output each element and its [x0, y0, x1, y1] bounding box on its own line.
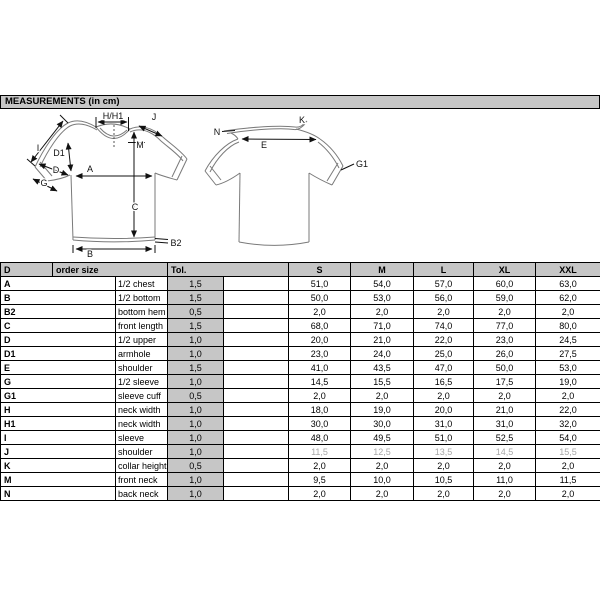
col-header-size-xxl: XXL [536, 263, 600, 277]
cell-tolerance: 1,0 [168, 375, 224, 389]
measurements-title: MEASUREMENTS (in cm) [5, 96, 120, 107]
cell-size-value: 12,5 [351, 445, 414, 459]
cell-size-value: 54,0 [536, 431, 600, 445]
front-dimension-lines [27, 115, 168, 253]
cell-size-value: 23,0 [474, 333, 536, 347]
cell-spacer [224, 389, 289, 403]
cell-size-value: 26,0 [474, 347, 536, 361]
cell-size-value: 60,0 [474, 277, 536, 291]
cell-code: J [1, 445, 116, 459]
cell-size-value: 15,5 [351, 375, 414, 389]
cell-size-value: 2,0 [289, 459, 351, 473]
cell-spacer [224, 277, 289, 291]
cell-size-value: 68,0 [289, 319, 351, 333]
cell-spacer [224, 361, 289, 375]
cell-spacer [224, 375, 289, 389]
cell-measure-name: collar height [116, 459, 168, 473]
cell-size-value: 41,0 [289, 361, 351, 375]
size-table-body [1, 277, 600, 501]
table-row [1, 333, 600, 347]
cell-measure-name: 1/2 upper [116, 333, 168, 347]
cell-code: C [1, 319, 116, 333]
cell-size-value: 2,0 [414, 389, 474, 403]
table-row [1, 375, 600, 389]
cell-tolerance: 1,0 [168, 431, 224, 445]
label-n: N [213, 127, 221, 137]
table-header-row [1, 263, 600, 277]
cell-size-value: 2,0 [536, 389, 600, 403]
cell-size-value: 51,0 [414, 431, 474, 445]
cell-size-value: 16,5 [414, 375, 474, 389]
col-header-tolerance: Tol. [168, 263, 289, 277]
cell-measure-name: shoulder [116, 445, 168, 459]
cell-size-value: 2,0 [536, 459, 600, 473]
cell-size-value: 2,0 [474, 305, 536, 319]
cell-code: B [1, 291, 116, 305]
cell-measure-name: shoulder [116, 361, 168, 375]
cell-size-value: 50,0 [474, 361, 536, 375]
cell-measure-name: 1/2 chest [116, 277, 168, 291]
cell-size-value: 17,5 [474, 375, 536, 389]
cell-size-value: 49,5 [351, 431, 414, 445]
cell-tolerance: 1,0 [168, 403, 224, 417]
cell-size-value: 2,0 [414, 459, 474, 473]
cell-size-value: 14,5 [289, 375, 351, 389]
table-row [1, 305, 600, 319]
cell-size-value: 31,0 [414, 417, 474, 431]
cell-size-value: 62,0 [536, 291, 600, 305]
table-row [1, 459, 600, 473]
cell-spacer [224, 333, 289, 347]
cell-size-value: 50,0 [289, 291, 351, 305]
table-row [1, 417, 600, 431]
cell-measure-name: armhole [116, 347, 168, 361]
label-k: K [298, 115, 306, 125]
label-h-h1: H/H1 [102, 111, 124, 121]
cell-measure-name: neck width [116, 403, 168, 417]
cell-size-value: 32,0 [536, 417, 600, 431]
cell-size-value: 20,0 [414, 403, 474, 417]
cell-size-value: 74,0 [414, 319, 474, 333]
cell-spacer [224, 319, 289, 333]
cell-size-value: 54,0 [351, 277, 414, 291]
table-row [1, 445, 600, 459]
cell-size-value: 14,5 [474, 445, 536, 459]
cell-size-value: 31,0 [474, 417, 536, 431]
table-row [1, 487, 600, 501]
cell-tolerance: 1,5 [168, 291, 224, 305]
cell-size-value: 25,0 [414, 347, 474, 361]
cell-measure-name: sleeve [116, 431, 168, 445]
col-header-code: D [1, 263, 53, 277]
cell-size-value: 19,0 [351, 403, 414, 417]
cell-spacer [224, 347, 289, 361]
cell-code: A [1, 277, 116, 291]
cell-size-value: 77,0 [474, 319, 536, 333]
cell-size-value: 11,5 [289, 445, 351, 459]
cell-code: I [1, 431, 116, 445]
cell-measure-name: front length [116, 319, 168, 333]
cell-code: B2 [1, 305, 116, 319]
cell-size-value: 43,5 [351, 361, 414, 375]
cell-tolerance: 1,5 [168, 361, 224, 375]
cell-code: G1 [1, 389, 116, 403]
col-header-size-s: S [289, 263, 351, 277]
cell-size-value: 2,0 [474, 487, 536, 501]
cell-size-value: 24,5 [536, 333, 600, 347]
cell-size-value: 11,0 [474, 473, 536, 487]
cell-tolerance: 1,0 [168, 333, 224, 347]
cell-measure-name: back neck [116, 487, 168, 501]
table-row [1, 473, 600, 487]
cell-size-value: 22,0 [536, 403, 600, 417]
cell-spacer [224, 417, 289, 431]
table-row [1, 403, 600, 417]
cell-tolerance: 1,5 [168, 319, 224, 333]
cell-spacer [224, 473, 289, 487]
cell-size-value: 30,0 [351, 417, 414, 431]
cell-measure-name: 1/2 bottom [116, 291, 168, 305]
cell-code: K [1, 459, 116, 473]
cell-spacer [224, 431, 289, 445]
cell-tolerance: 0,5 [168, 305, 224, 319]
table-row [1, 319, 600, 333]
cell-size-value: 2,0 [351, 459, 414, 473]
cell-code: D1 [1, 347, 116, 361]
cell-size-value: 2,0 [351, 305, 414, 319]
cell-size-value: 53,0 [351, 291, 414, 305]
label-d1: D1 [53, 148, 65, 158]
cell-code: D [1, 333, 116, 347]
label-g: G [40, 178, 48, 188]
cell-tolerance: 1,0 [168, 417, 224, 431]
label-i: I [36, 143, 40, 153]
cell-size-value: 10,0 [351, 473, 414, 487]
cell-size-value: 2,0 [536, 305, 600, 319]
col-header-size-l: L [414, 263, 474, 277]
cell-size-value: 2,0 [351, 487, 414, 501]
cell-code: N [1, 487, 116, 501]
cell-tolerance: 1,0 [168, 487, 224, 501]
cell-code: H [1, 403, 116, 417]
cell-code: M [1, 473, 116, 487]
cell-size-value: 51,0 [289, 277, 351, 291]
cell-size-value: 24,0 [351, 347, 414, 361]
cell-measure-name: bottom hem [116, 305, 168, 319]
table-row [1, 361, 600, 375]
cell-size-value: 2,0 [536, 487, 600, 501]
cell-size-value: 2,0 [289, 305, 351, 319]
cell-measure-name: sleeve cuff [116, 389, 168, 403]
measurement-diagram [0, 108, 600, 260]
cell-size-value: 19,0 [536, 375, 600, 389]
diagram-labels [37, 111, 368, 259]
cell-code: E [1, 361, 116, 375]
cell-size-value: 18,0 [289, 403, 351, 417]
cell-tolerance: 1,0 [168, 473, 224, 487]
cell-spacer [224, 403, 289, 417]
label-j: J [151, 112, 157, 122]
cell-size-value: 2,0 [474, 389, 536, 403]
cell-size-value: 48,0 [289, 431, 351, 445]
cell-size-value: 11,5 [536, 473, 600, 487]
cell-size-value: 23,0 [289, 347, 351, 361]
cell-size-value: 53,0 [536, 361, 600, 375]
label-b: B [86, 249, 94, 259]
front-shirt-outline [35, 121, 187, 242]
cell-size-value: 15,5 [536, 445, 600, 459]
col-header-size-xl: XL [474, 263, 536, 277]
cell-size-value: 9,5 [289, 473, 351, 487]
label-m: M [136, 140, 144, 150]
cell-size-value: 21,0 [351, 333, 414, 347]
cell-size-value: 21,0 [474, 403, 536, 417]
measurements-table [0, 262, 600, 501]
col-header-order-size: order size [53, 263, 168, 277]
label-g1: G1 [355, 159, 369, 169]
cell-size-value: 2,0 [414, 487, 474, 501]
cell-measure-name: front neck [116, 473, 168, 487]
cell-tolerance: 1,0 [168, 445, 224, 459]
measurements-title-bar [0, 95, 600, 109]
cell-size-value: 56,0 [414, 291, 474, 305]
cell-spacer [224, 459, 289, 473]
cell-tolerance: 1,0 [168, 347, 224, 361]
cell-size-value: 2,0 [289, 487, 351, 501]
cell-size-value: 52,5 [474, 431, 536, 445]
label-b2: B2 [170, 238, 182, 248]
cell-code: G [1, 375, 116, 389]
cell-size-value: 30,0 [289, 417, 351, 431]
cell-size-value: 2,0 [414, 305, 474, 319]
table-row [1, 291, 600, 305]
cell-spacer [224, 487, 289, 501]
label-e: E [260, 140, 268, 150]
label-d: D [52, 165, 60, 175]
cell-size-value: 22,0 [414, 333, 474, 347]
cell-spacer [224, 445, 289, 459]
cell-size-value: 20,0 [289, 333, 351, 347]
cell-size-value: 80,0 [536, 319, 600, 333]
cell-size-value: 13,5 [414, 445, 474, 459]
table-row [1, 431, 600, 445]
cell-tolerance: 0,5 [168, 459, 224, 473]
cell-size-value: 27,5 [536, 347, 600, 361]
label-a: A [86, 164, 94, 174]
cell-size-value: 57,0 [414, 277, 474, 291]
cell-size-value: 2,0 [474, 459, 536, 473]
table-row [1, 277, 600, 291]
table-row [1, 347, 600, 361]
table-row [1, 389, 600, 403]
cell-size-value: 59,0 [474, 291, 536, 305]
cell-spacer [224, 305, 289, 319]
back-dimension-lines [222, 131, 354, 171]
cell-spacer [224, 291, 289, 305]
cell-size-value: 2,0 [289, 389, 351, 403]
label-c: C [131, 202, 139, 212]
cell-size-value: 71,0 [351, 319, 414, 333]
cell-size-value: 10,5 [414, 473, 474, 487]
cell-measure-name: 1/2 sleeve [116, 375, 168, 389]
cell-size-value: 47,0 [414, 361, 474, 375]
cell-code: H1 [1, 417, 116, 431]
cell-tolerance: 0,5 [168, 389, 224, 403]
col-header-size-m: M [351, 263, 414, 277]
cell-tolerance: 1,5 [168, 277, 224, 291]
cell-size-value: 2,0 [351, 389, 414, 403]
cell-measure-name: neck width [116, 417, 168, 431]
cell-size-value: 63,0 [536, 277, 600, 291]
